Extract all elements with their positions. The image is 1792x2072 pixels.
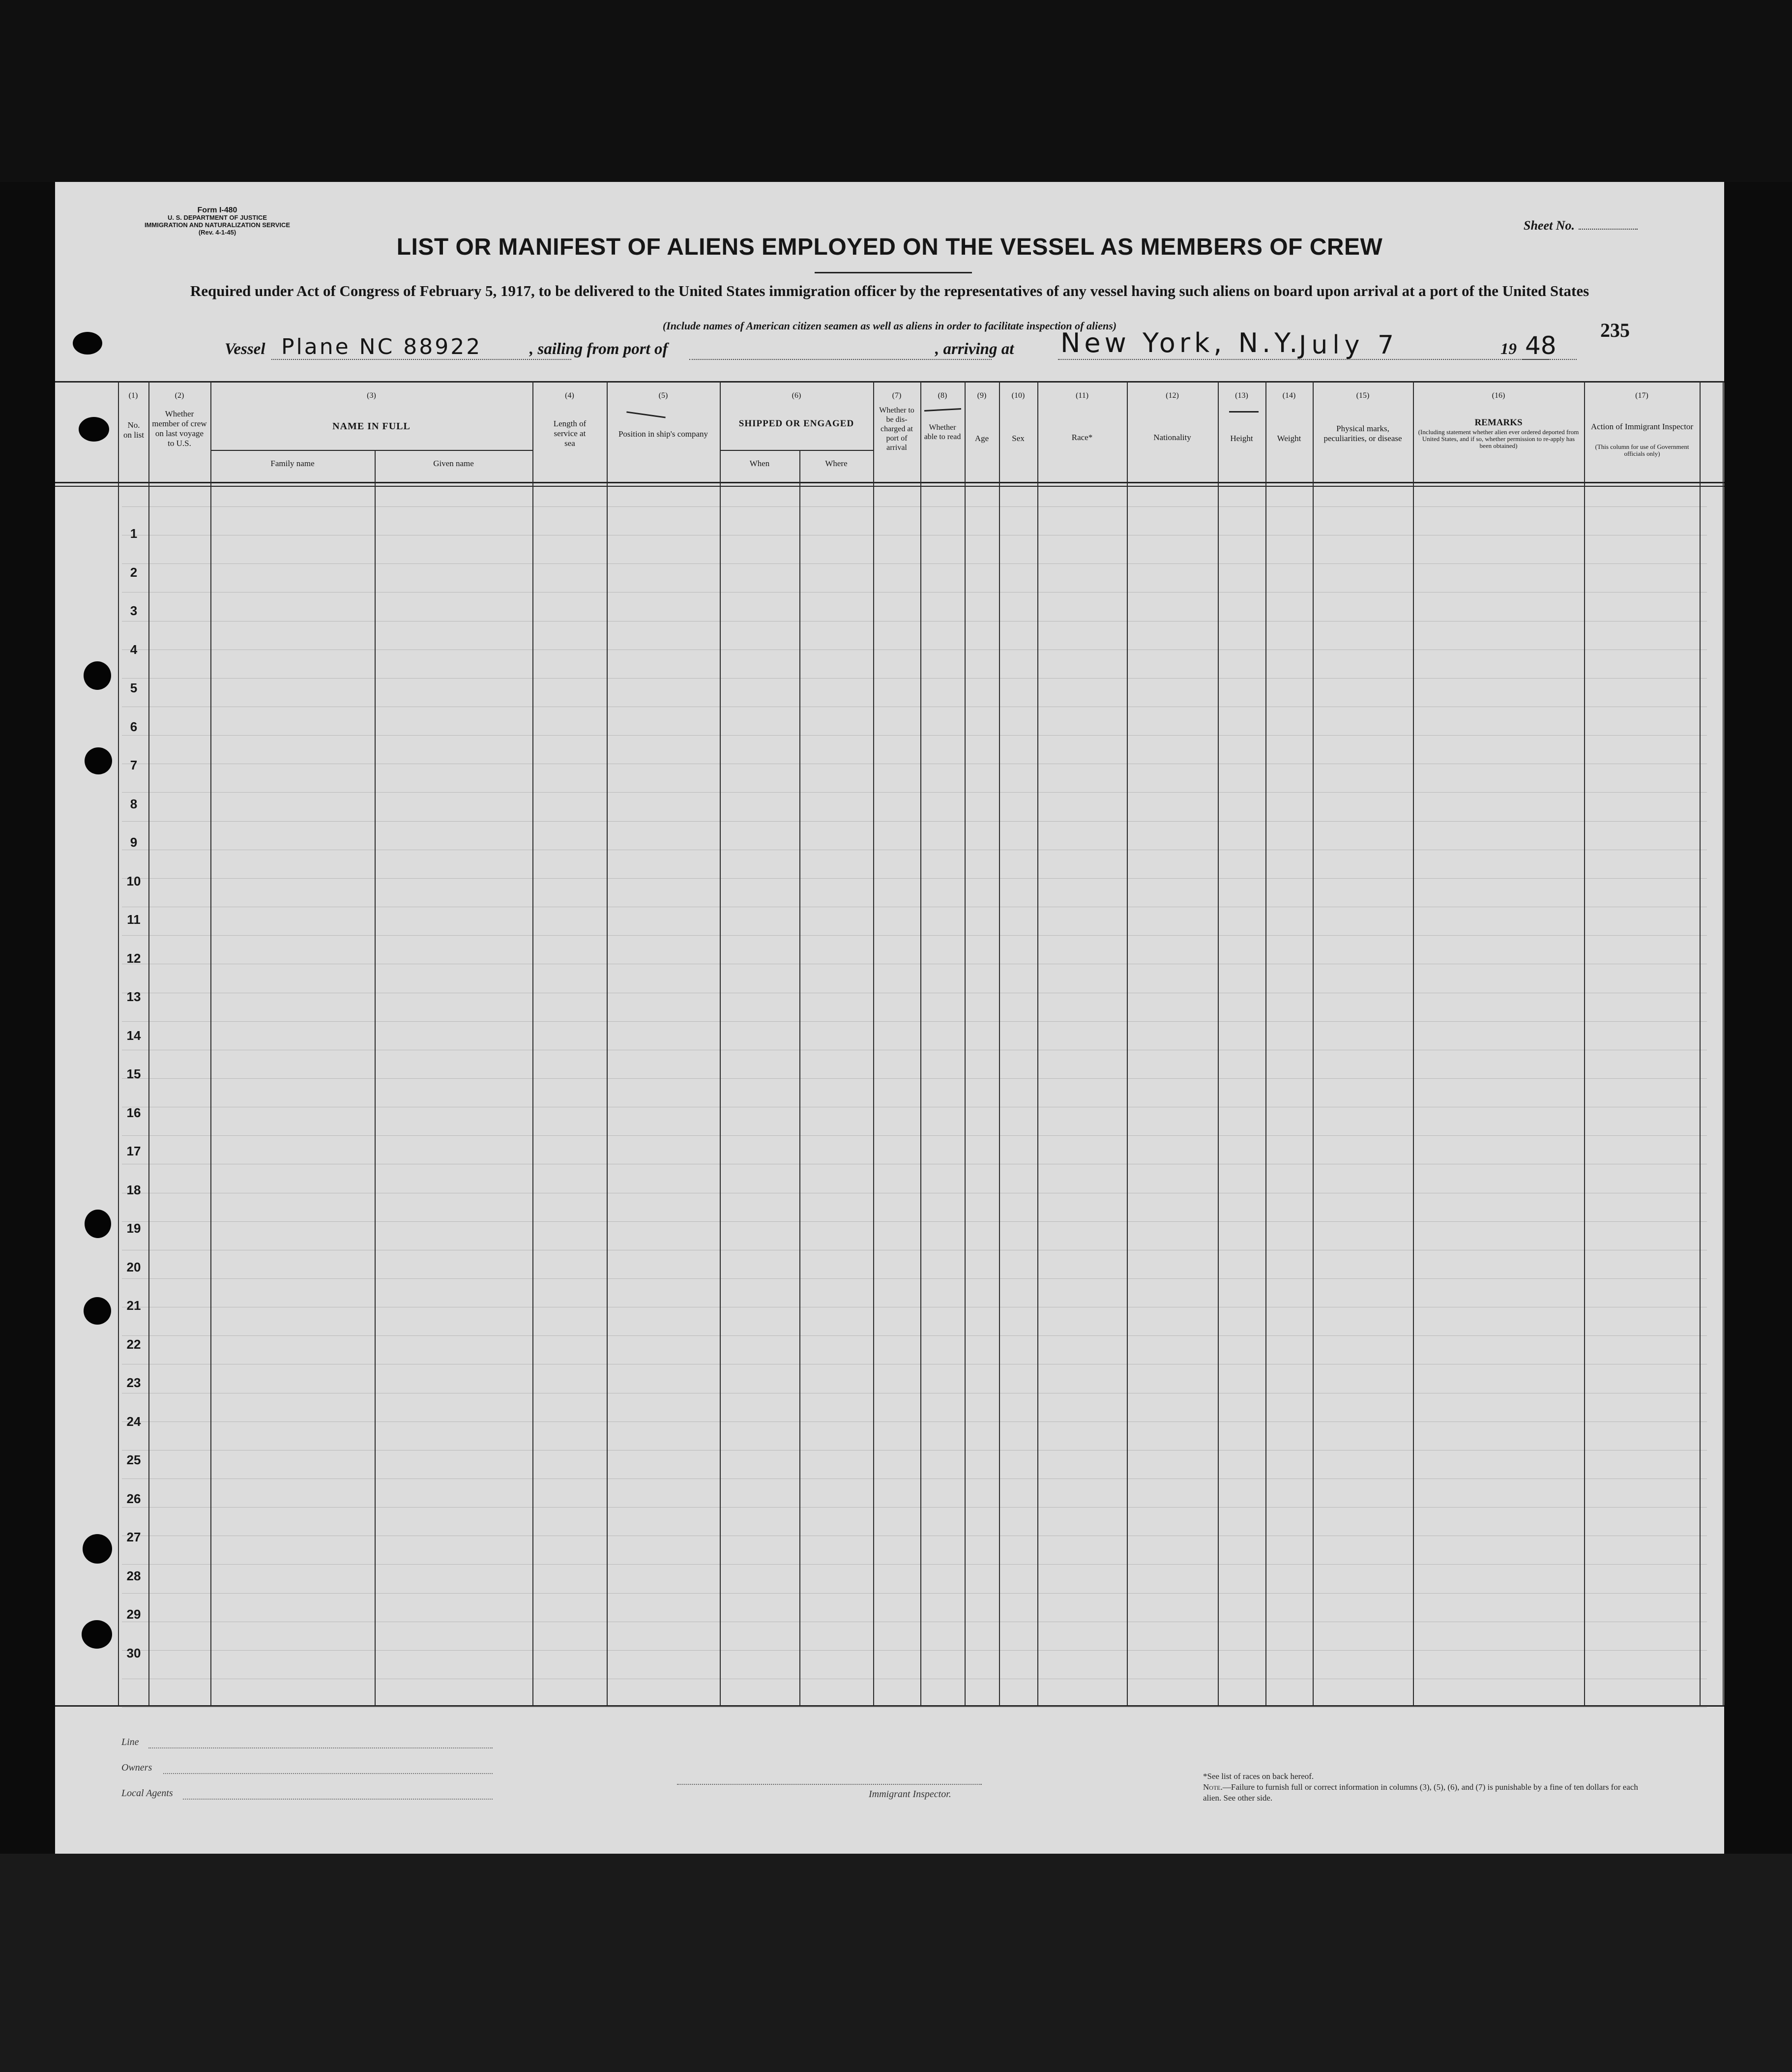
row-number: 29 [126,1607,141,1622]
punch-hole [85,747,112,774]
col-5-number: (5) [658,391,668,400]
owners-field[interactable] [163,1773,493,1774]
line-field[interactable] [148,1747,493,1748]
col-12-label: Nationality [1153,433,1191,442]
row-number: 4 [130,642,138,657]
row-rule [122,878,1707,879]
row-rule [122,621,1707,622]
year-value[interactable]: 48 [1525,331,1557,360]
table-bottom-border [55,1705,1724,1707]
row-rule [122,1278,1707,1279]
row-rule [122,1707,1707,1708]
col-17-number: (17) [1635,391,1648,400]
pen-mark [1229,411,1259,413]
col-16-number: (16) [1492,391,1505,400]
vessel-label: Vessel [225,340,265,358]
punch-hole [85,1210,111,1238]
arriving-value[interactable]: New York, N.Y. [1060,327,1302,358]
col-9-number: (9) [977,391,987,400]
inspector-signature-field[interactable] [677,1784,982,1785]
agents-label: Local Agents [121,1788,173,1799]
row-number: 1 [130,526,138,541]
col-7-label: Whether to be dis-charged at port of arrival [879,406,914,452]
row-rule [122,1421,1707,1422]
sailing-label: , sailing from port of [529,340,668,358]
row-number: 7 [130,758,138,772]
row-number: 11 [127,912,141,927]
col-1-number: (1) [128,391,138,400]
col-6-when: When [749,459,770,468]
races-note: *See list of races on back hereof. [1203,1772,1314,1781]
row-number: 30 [126,1646,141,1660]
row-number: 23 [126,1375,141,1390]
row-number: 5 [130,681,138,695]
title-rule [815,272,972,273]
line-label: Line [121,1737,139,1747]
row-rule [122,1021,1707,1022]
col-10-number: (10) [1011,391,1025,400]
punch-hole [83,1534,112,1564]
col-11-label: Race* [1071,433,1093,442]
row-number: 16 [126,1105,141,1120]
punch-hole [84,1297,111,1325]
punch-hole [73,332,102,355]
row-number: 6 [130,719,138,734]
owners-label: Owners [121,1762,152,1773]
row-number: 13 [126,989,141,1004]
col-6-label: SHIPPED OR ENGAGED [738,418,854,429]
col-16-label: REMARKS [1474,417,1523,428]
col-2-label: Whether member of crew on last voyage to U.S. [152,409,207,448]
row-number: 2 [130,565,138,580]
col-1-label: No. on list [123,420,145,440]
col-14-number: (14) [1282,391,1296,400]
col-5-label: Position in ship's company [618,429,708,439]
row-number: 17 [126,1144,141,1158]
department: U. S. DEPARTMENT OF JUSTICE [168,214,267,221]
row-number: 21 [126,1298,141,1313]
col-9-label: Age [974,434,989,443]
agents-field[interactable] [183,1799,493,1800]
row-number: 8 [130,797,138,811]
row-number: 28 [126,1569,141,1583]
row-number: 3 [130,603,138,618]
revision: (Rev. 4-1-45) [198,229,236,236]
row-rule [122,1335,1707,1336]
col-13-label: Height [1230,434,1253,443]
col-8-number: (8) [938,391,947,400]
inspector-label: Immigrant Inspector. [869,1789,951,1800]
punch-hole [79,417,109,442]
row-number: 15 [126,1066,141,1081]
row-rule [122,506,1707,507]
row-number: 22 [126,1337,141,1352]
header-bottom-border [55,482,1724,483]
form-identifier [144,207,291,236]
arrival-date[interactable]: July 7 [1299,330,1399,360]
sheet-number-label: Sheet No. [1524,218,1575,233]
form-subtitle: Required under Act of Congress of February 5, 1917, to be delivered to the United States immigration officer by the representatives of any vessel having such aliens on board upon arrival at a port of the United States [190,282,1589,299]
col-3-family-name: Family name [270,459,315,468]
col-3-given-name: Given name [433,459,474,468]
row-rule [122,1135,1707,1136]
sheet-number-field [1524,218,1638,233]
row-rule [122,935,1707,936]
row-rule [122,735,1707,736]
pen-mark [626,411,666,418]
col-3-number: (3) [367,391,376,400]
row-rule [122,1221,1707,1222]
form-title: LIST OR MANIFEST OF ALIENS EMPLOYED ON THE VESSEL AS MEMBERS OF CREW [396,234,1383,260]
row-number: 10 [126,874,141,888]
punch-hole [84,661,111,690]
col-4-label: Length of service at sea [553,419,587,448]
year-prefix: 19 [1500,340,1517,358]
row-number: 25 [126,1452,141,1467]
row-rule [122,1650,1707,1651]
col-17-note: (This column for use of Government officials only) [1595,443,1689,457]
note-label: Note. [1203,1782,1223,1792]
col-8-label: Whether able to read [924,423,961,441]
col-15-label: Physical marks, peculiarities, or disease [1323,424,1402,443]
col-13-number: (13) [1235,391,1248,400]
table-top-border [55,381,1724,383]
row-number: 12 [126,951,141,966]
col-6-number: (6) [792,391,801,400]
col-7-number: (7) [892,391,902,400]
row-number: 19 [126,1221,141,1236]
arriving-label: , arriving at [935,340,1014,358]
row-rule [122,563,1707,564]
col-10-label: Sex [1012,434,1025,443]
col-12-number: (12) [1166,391,1179,400]
row-number: 24 [126,1414,141,1429]
row-rule [122,678,1707,679]
punch-hole [82,1620,112,1649]
col-16-note: (Including statement whether alien ever ordered deported from United States, and if so, whether permission to re-apply has been obtained) [1418,428,1579,449]
col-3-label: NAME IN FULL [332,421,411,432]
row-number: 20 [126,1260,141,1274]
vessel-value[interactable]: Plane NC 88922 [281,334,482,359]
manifest-sheet [55,182,1724,1854]
col-4-number: (4) [565,391,574,400]
row-number: 9 [130,835,138,850]
service: IMMIGRATION AND NATURALIZATION SERVICE [144,221,291,229]
include-note: (Include names of American citizen seamen as well as aliens in order to facilitate inspection of aliens) [662,320,1117,332]
scan-border-bottom [0,1854,1792,2072]
row-rule [122,1507,1707,1508]
row-rule [122,1078,1707,1079]
row-rule [122,821,1707,822]
row-number: 26 [126,1491,141,1506]
sheet-number-blank[interactable] [1579,229,1638,230]
row-number: 18 [126,1183,141,1197]
pen-mark [924,408,961,412]
col-2-number: (2) [175,391,184,400]
penalty-text: —Failure to furnish full or correct information in columns (3), (5), (6), and (7) is punishable by a fine of ten dollars for each alien. See other side. [1203,1782,1638,1803]
row-number: 27 [126,1530,141,1544]
page-number: 235 [1600,319,1630,341]
row-rule [122,1564,1707,1565]
row-number: 14 [126,1028,141,1043]
row-rule [122,1593,1707,1594]
form-number: Form I-480 [197,206,237,214]
col-11-number: (11) [1075,391,1089,400]
col-17-label: Action of Immigrant Inspector [1590,422,1694,431]
col-15-number: (15) [1356,391,1370,400]
col-6-where: Where [825,459,848,468]
col-14-label: Weight [1277,434,1301,443]
row-rule [122,792,1707,793]
scan-border-top [0,0,1792,182]
penalty-note [1203,1782,1645,1804]
